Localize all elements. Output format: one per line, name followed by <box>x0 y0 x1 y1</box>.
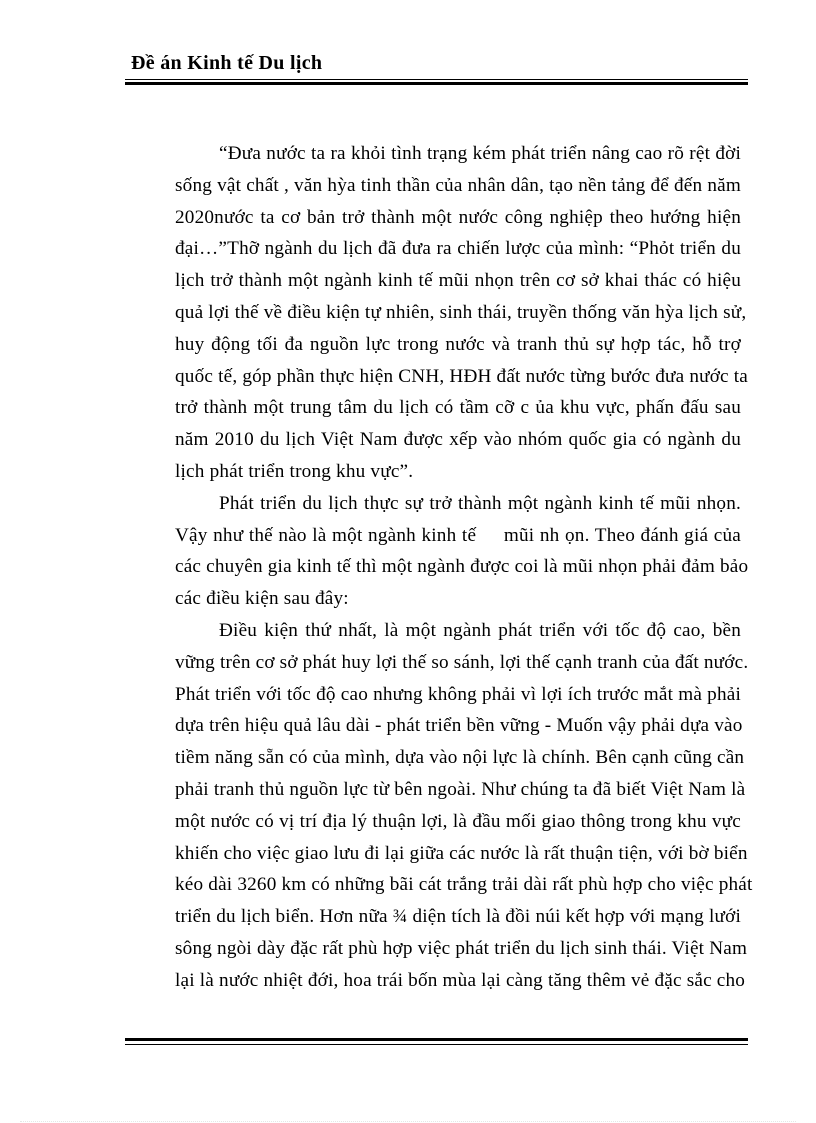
text-line: Điều kiện thứ nhất, là một ngành phát triển với tốc độ cao, bền <box>219 619 741 641</box>
text-line: năm 2010 du lịch Việt Nam được xếp vào nhóm quốc gia có ngành du <box>175 429 741 451</box>
text-line: quốc tế, góp phần thực hiện CNH, HĐH đất nước từng bước đưa nước ta <box>175 365 749 387</box>
page-header-title: Đề án Kinh tế Du lịch <box>131 52 323 74</box>
text-line: các điều kiện sau đây: <box>175 588 349 610</box>
text-line: dựa trên hiệu quả lâu dài - phát triển bền vững - Muốn vậy phải dựa vào <box>175 715 743 737</box>
paragraph-condition-one <box>131 615 753 997</box>
text-line: Vậy như thế nào là một ngành kinh tế mũi nh ọn. Theo đánh giá của <box>175 524 741 546</box>
footer-rule-thick <box>125 1038 748 1041</box>
text-line: triển du lịch biển. Hơn nữa ¾ diện tích là đồi núi kết hợp với mạng lưới <box>175 906 741 928</box>
text-line: vững trên cơ sở phát huy lợi thế so sánh, lợi thế cạnh tranh của đất nước. <box>175 651 749 673</box>
text-line: sông ngòi dày đặc rất phù hợp việc phát triển du lịch sinh thái. Việt Nam <box>175 937 748 959</box>
text-line: tiềm năng sẵn có của mình, dựa vào nội lực là chính. Bên cạnh cũng cần <box>175 747 745 769</box>
text-line: huy động tối đa nguồn lực trong nước và tranh thủ sự hợp tác, hỗ trợ <box>175 333 741 355</box>
text-line: Phát triển du lịch thực sự trở thành một ngành kinh tế mũi nhọn. <box>219 492 741 514</box>
text-line: 2020nước ta cơ bản trở thành một nước công nghiệp theo hướng hiện <box>175 206 741 228</box>
text-line: lịch trở thành một ngành kinh tế mũi nhọn trên cơ sở khai thác có hiệu <box>175 270 741 292</box>
text-line: các chuyên gia kinh tế thì một ngành được coi là mũi nhọn phải đảm bảo <box>175 556 749 578</box>
text-line: đại…”Thỡ ngành du lịch đã đưa ra chiến lược của mình: “Phỏt triển du <box>175 238 741 260</box>
text-line: phải tranh thủ nguồn lực từ bên ngoài. Như chúng ta đã biết Việt Nam là <box>175 778 746 800</box>
text-line: sống vật chất , văn hỳa tinh thần của nhân dân, tạo nền tảng để đến năm <box>175 174 741 196</box>
header-rule-thin <box>125 79 748 80</box>
text-line: khiến cho việc giao lưu đi lại giữa các nước là rất thuận tiện, với bờ biển <box>175 842 748 864</box>
page-bottom-dotted-line <box>20 1121 796 1122</box>
text-line: kéo dài 3260 km có những bãi cát trắng trải dài rất phù hợp cho việc phát <box>175 874 753 896</box>
text-line: trở thành một trung tâm du lịch có tầm cỡ c ủa khu vực, phấn đấu sau <box>175 397 741 419</box>
text-line: lịch phát triển trong khu vực”. <box>175 460 414 482</box>
text-line: lại là nước nhiệt đới, hoa trái bốn mùa lại càng tăng thêm vẻ đặc sắc cho <box>175 969 746 991</box>
text-line: quả lợi thế về điều kiện tự nhiên, sinh thái, truyền thống văn hỳa lịch sử, <box>175 301 747 323</box>
document-body <box>131 138 753 997</box>
header-rule-thick <box>125 82 748 85</box>
text-line: “Đưa nước ta ra khỏi tình trạng kém phát triển nâng cao rõ rệt đời <box>219 143 741 164</box>
text-line: một nước có vị trí địa lý thuận lợi, là đầu mối giao thông trong khu vực <box>175 810 741 832</box>
paragraph-strategy <box>131 138 749 488</box>
footer-rule-thin <box>125 1044 748 1045</box>
paragraph-spearhead <box>131 488 749 615</box>
text-line: Phát triển với tốc độ cao nhưng không phải vì lợi ích trước mắt mà phải <box>175 683 741 705</box>
